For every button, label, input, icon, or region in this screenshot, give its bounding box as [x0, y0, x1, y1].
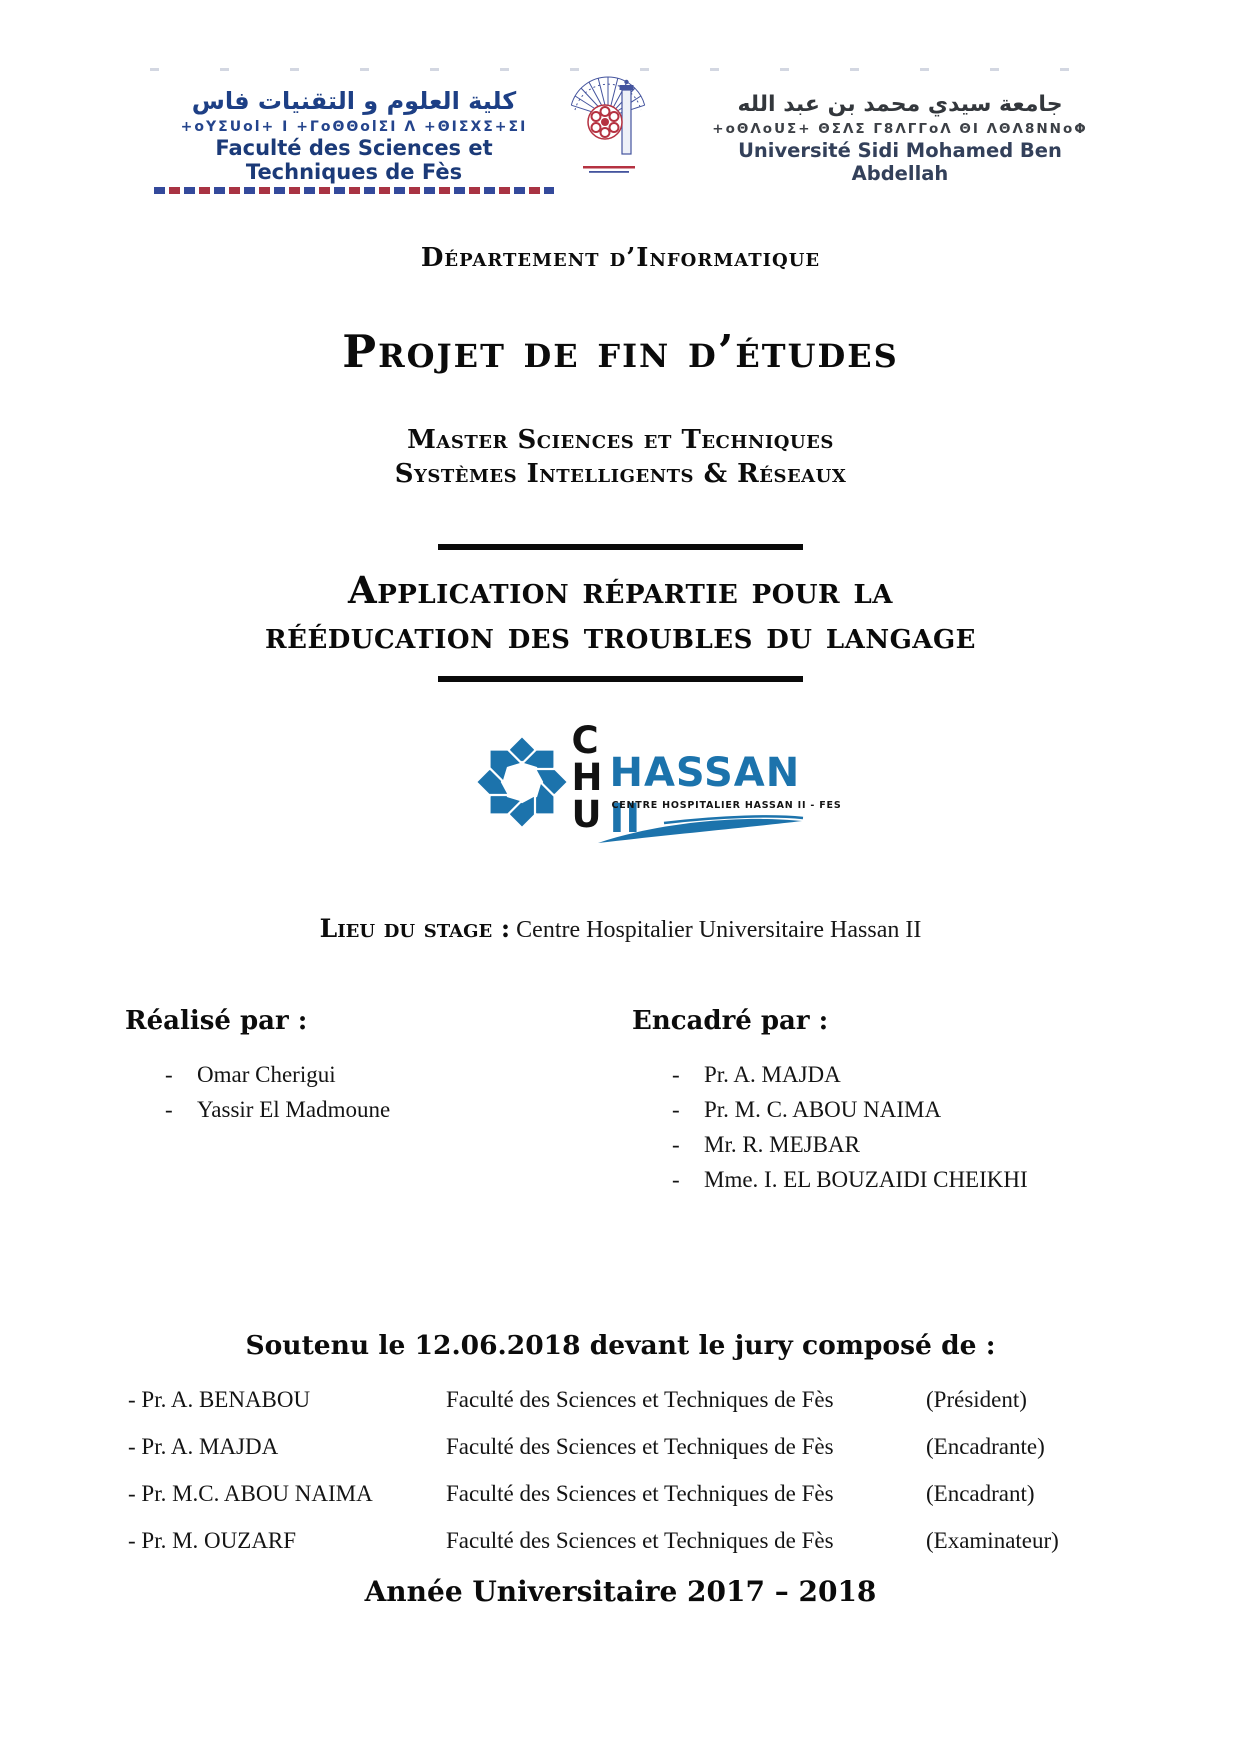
- master-program: [0, 424, 1241, 492]
- authors-heading: Réalisé par :: [125, 1005, 308, 1036]
- author-item: - Omar Cherigui: [125, 1062, 555, 1088]
- jury-row: [128, 1481, 1241, 1507]
- supervisor-item: - Pr. A. MAJDA: [632, 1062, 1132, 1088]
- usmba-logo: [700, 92, 1100, 185]
- chu-hassan2-logo: [474, 718, 842, 874]
- jury-member-name: - Pr. A. MAJDA: [128, 1434, 446, 1460]
- supervisor-item: - Mr. R. MEJBAR: [632, 1132, 1132, 1158]
- jury-row: [128, 1528, 1241, 1554]
- supervisors-heading: Encadré par :: [632, 1005, 829, 1036]
- university-seal-icon: [563, 54, 661, 180]
- internship-label: Lieu du stage :: [319, 913, 511, 943]
- divider-top: [438, 544, 803, 550]
- page-header: [0, 0, 1241, 195]
- chu-hospital-subtitle: CENTRE HOSPITALIER HASSAN II - FES: [611, 799, 842, 811]
- jury-member-affiliation: Faculté des Sciences et Techniques de Fès: [446, 1480, 834, 1506]
- project-title: [0, 568, 1241, 658]
- chu-letter-h: H: [571, 755, 603, 799]
- moroccan-rosette-icon: [474, 730, 570, 845]
- jury-member-affiliation: Faculté des Sciences et Techniques de Fès: [446, 1386, 834, 1412]
- jury-member-affiliation: Faculté des Sciences et Techniques de Fès: [446, 1433, 834, 1459]
- people-section: [0, 1006, 1241, 1226]
- author-item: - Yassir El Madmoune: [125, 1097, 555, 1123]
- fst-french-title: Faculté des Sciences et Techniques de Fès: [215, 135, 493, 184]
- usmba-tifinagh-title: +oΘΛoUΣ+ ΘΣΛΣ Γ8ΛΓΓoΛ ΘΙ ΛΘΛ8ΝΝoΦ: [712, 121, 1088, 138]
- jury-member-name: - Pr. M. OUZARF: [128, 1528, 446, 1554]
- supervisor-item: - Mme. I. EL BOUZAIDI CHEIKHI: [632, 1167, 1132, 1193]
- academic-year: Année Universitaire 2017 – 2018: [364, 1574, 877, 1608]
- jury-member-name: - Pr. M.C. ABOU NAIMA: [128, 1481, 446, 1507]
- chu-hospital-name: HASSAN II: [609, 749, 801, 842]
- supervisors-column: [632, 1006, 1132, 1202]
- usmba-french-title: Université Sidi Mohamed Ben Abdellah: [738, 139, 1062, 186]
- authors-column: [125, 1006, 555, 1132]
- master-line1: Master Sciences et Techniques: [407, 425, 834, 455]
- jury-member-role: (Encadrant): [926, 1480, 1035, 1506]
- project-title-line2: rééducation des troubles du langage: [265, 612, 976, 657]
- chu-letter-c: C: [571, 718, 599, 762]
- internship-value: Centre Hospitalier Universitaire Hassan II: [510, 916, 922, 943]
- supervisor-item: - Pr. M. C. ABOU NAIMA: [632, 1097, 1132, 1123]
- fst-logo: [150, 88, 558, 194]
- jury-heading: Soutenu le 12.06.2018 devant le jury composé de :: [245, 1329, 996, 1361]
- department-title: Département d’Informatique: [420, 243, 821, 273]
- jury-row: [128, 1434, 1241, 1460]
- jury-member-role: (Président): [926, 1386, 1027, 1412]
- fst-tifinagh-title: +oYΣUol+ I +ΓoΘΘolΣI Λ +ΘΙΣΧΣ+ΣΙ: [180, 118, 528, 135]
- jury-table: [128, 1387, 1241, 1554]
- chu-letter-u: U: [571, 792, 602, 836]
- fst-arabic-title: كلية العلوم و التقنيات فاس: [191, 87, 517, 115]
- usmba-arabic-title: جامعة سيدي محمد بن عبد الله: [737, 92, 1063, 117]
- jury-member-role: (Examinateur): [926, 1527, 1059, 1553]
- master-line2: Systèmes Intelligents & Réseaux: [394, 458, 847, 489]
- chu-swoosh-icon: [594, 814, 809, 853]
- jury-member-name: - Pr. A. BENABOU: [128, 1387, 446, 1413]
- divider-bottom: [438, 676, 803, 682]
- internship-line: [0, 914, 1241, 944]
- project-title-line1: Application répartie pour la: [348, 567, 893, 612]
- jury-row: [128, 1387, 1241, 1413]
- fst-dashed-underline: [154, 187, 554, 194]
- jury-member-affiliation: Faculté des Sciences et Techniques de Fès: [446, 1527, 834, 1553]
- document-type-title: Projet de fin d’études: [342, 325, 899, 378]
- jury-member-role: (Encadrante): [926, 1433, 1045, 1459]
